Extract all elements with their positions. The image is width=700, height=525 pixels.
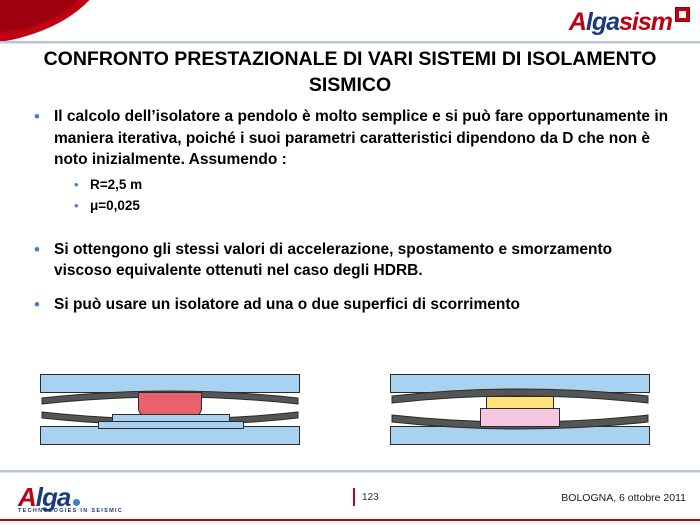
bullet-text: Si può usare un isolatore ad una o due superfici di scorrimento (54, 295, 520, 313)
page-title: CONFRONTO PRESTAZIONALE DI VARI SISTEMI DI ISOLAMENTO SISMICO (43, 48, 657, 96)
bullet-text: Si ottengono gli stessi valori di accelerazione, spostamento e smorzamento viscoso equivalente ottenuti nel caso degli HDRB. (54, 240, 613, 279)
square-icon (675, 7, 690, 22)
bullet-marker-icon: • (34, 294, 40, 314)
bullet-marker-icon: • (34, 239, 40, 259)
footer-location-date: BOLOGNA, 6 ottobre 2011 (561, 492, 686, 504)
footer-divider-light (0, 472, 700, 473)
brand-logo-header (569, 8, 690, 34)
footer-logo-text: lga (35, 482, 71, 512)
logo-text-lga: lga (585, 8, 620, 36)
bullet-item (34, 239, 674, 282)
page-number-separator (353, 488, 355, 506)
corner-decoration (0, 0, 190, 46)
dot-icon (73, 499, 80, 506)
sub-bullet-item (74, 196, 674, 216)
sub-bullet-text: μ=0,025 (90, 197, 140, 213)
slider-lower-block (480, 408, 560, 427)
spacer (34, 284, 674, 294)
bullet-marker-icon: • (34, 107, 40, 126)
sub-bullet-list (74, 175, 674, 216)
sub-bullet-marker-icon: • (74, 197, 79, 213)
sub-bullet-marker-icon: • (74, 176, 79, 192)
slide-body (34, 106, 674, 317)
bullet-text: Il calcolo dell’isolatore a pendolo è molto semplice e si può fare opportunamente in maniera iterativa, poiché i suoi parametri caratteristici dipendono da D che non è noto inizialmente. Assumendo : (54, 108, 669, 168)
footer-logo-letter-a: A (18, 482, 36, 512)
sub-bullet-item (74, 175, 674, 195)
header-divider-light (0, 43, 700, 44)
bullet-item (34, 106, 674, 171)
pedestal-base (98, 421, 244, 429)
figure-double-sliding-surface (390, 370, 650, 446)
sub-bullet-text: R=2,5 m (90, 176, 143, 192)
bullet-item (34, 294, 674, 316)
page-number: 123 (362, 492, 379, 503)
spacer (34, 217, 674, 239)
footer-logo-tagline: TECHNOLOGIES IN SEISMIC (18, 508, 124, 514)
logo-text-sism: sism (619, 8, 672, 36)
bottom-accent-bar (0, 519, 700, 521)
figure-single-sliding-surface (40, 370, 300, 446)
figures-row (0, 370, 700, 450)
logo-letter-a: A (568, 8, 586, 36)
